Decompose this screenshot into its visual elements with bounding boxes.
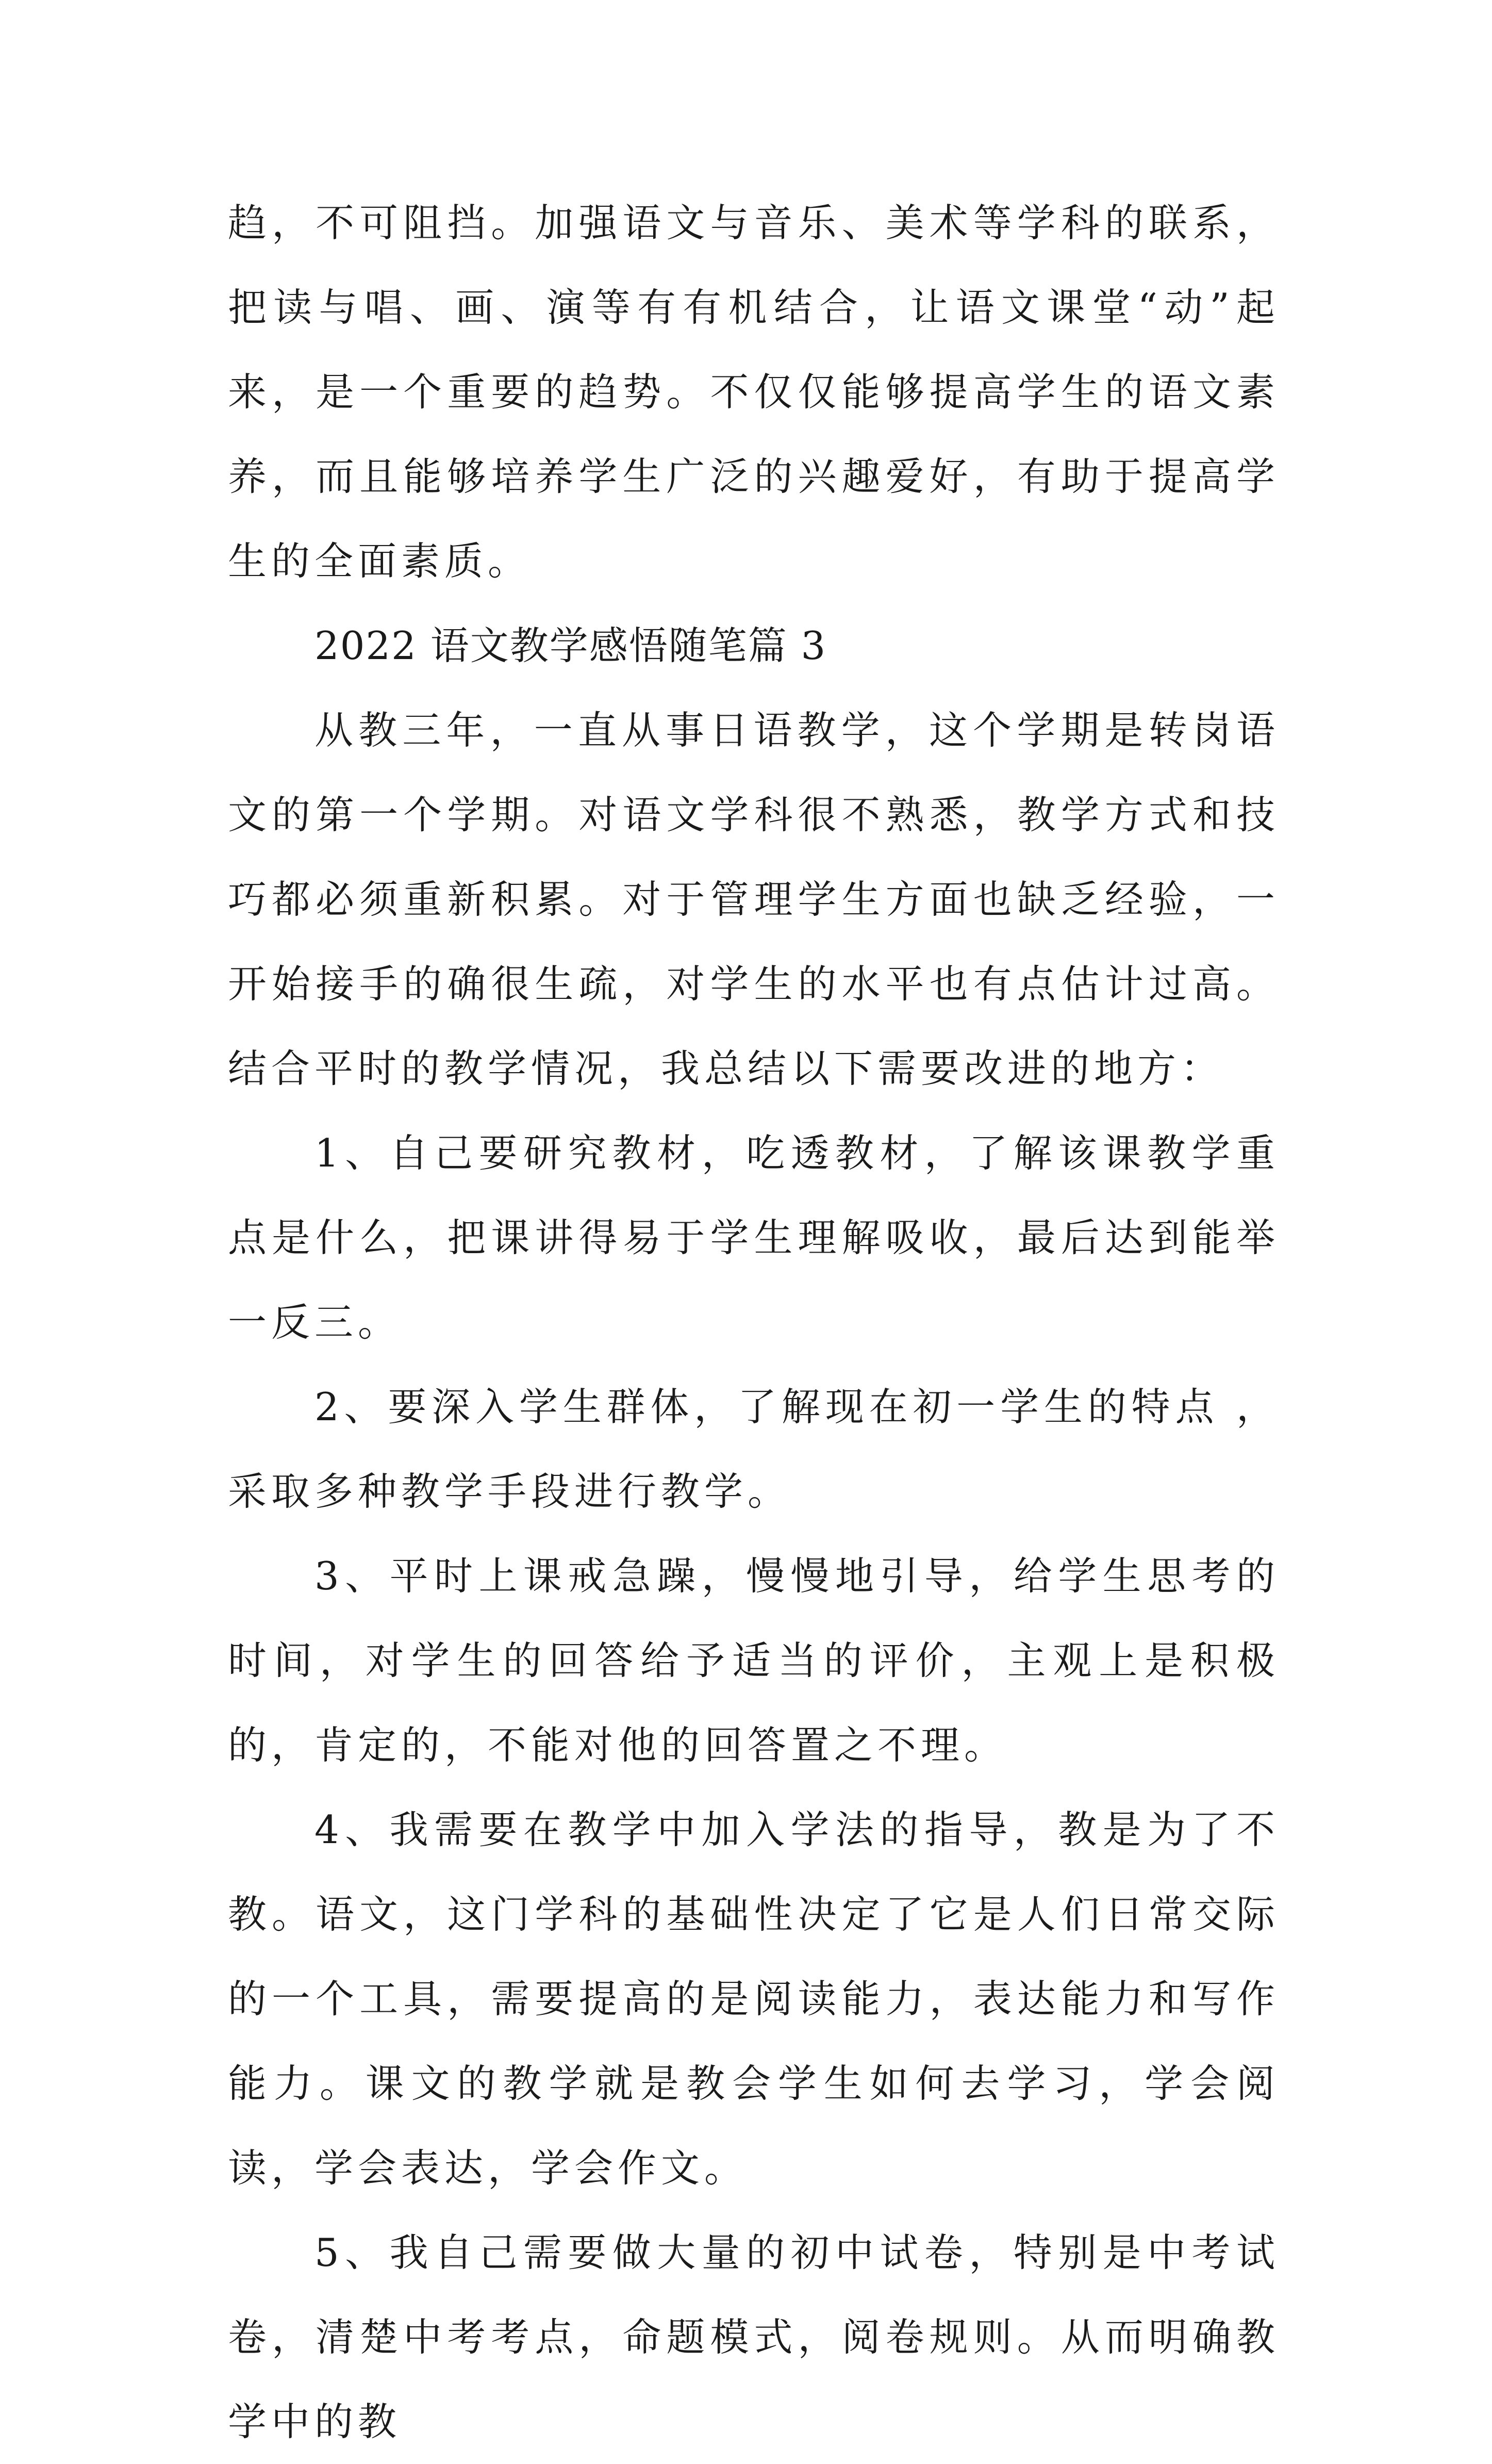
paragraph-item-1: 1、自己要研究教材，吃透教材，了解该课教学重点是什么，把课讲得易于学生理解吸收，最后达到能举一反三。 bbox=[228, 1130, 1280, 1345]
paragraph-continued: 趋，不可阻挡。加强语文与音乐、美术等学科的联系，把读与唱、画、演等有有机结合，让语文课堂“动”起来，是一个重要的趋势。不仅仅能够提高学生的语文素养，而且能够培养学生广泛的兴趣爱好，有助于提高学生的全面素质。 bbox=[228, 200, 1280, 584]
paragraph-item-3: 3、平时上课戒急躁，慢慢地引导，给学生思考的时间，对学生的回答给予适当的评价，主观上是积极的，肯定的，不能对他的回答置之不理。 bbox=[228, 1553, 1280, 1768]
paragraph-intro: 从教三年，一直从事日语教学，这个学期是转岗语文的第一个学期。对语文学科很不熟悉，教学方式和技巧都必须重新积累。对于管理学生方面也缺乏经验，一开始接手的确很生疏，对学生的水平也有点估计过高。结合平时的教学情况，我总结以下需要改进的地方： bbox=[228, 708, 1280, 1091]
section-heading: 2022 语文教学感悟随笔篇 3 bbox=[314, 623, 827, 668]
paragraph-item-4: 4、我需要在教学中加入学法的指导，教是为了不教。语文，这门学科的基础性决定了它是人们日常交际的一个工具，需要提高的是阅读能力，表达能力和写作能力。课文的教学就是教会学生如何去学习，学会阅读，学会表达，学会作文。 bbox=[228, 1807, 1280, 2191]
paragraph-item-5: 5、我自己需要做大量的初中试卷，特别是中考试卷，清楚中考考点，命题模式，阅卷规则。从而明确教学中的教 bbox=[228, 2230, 1280, 2444]
document-body bbox=[228, 180, 1280, 2464]
paragraph-item-2: 2、要深入学生群体，了解现在初一学生的特点 ，采取多种教学手段进行教学。 bbox=[228, 1384, 1280, 1514]
